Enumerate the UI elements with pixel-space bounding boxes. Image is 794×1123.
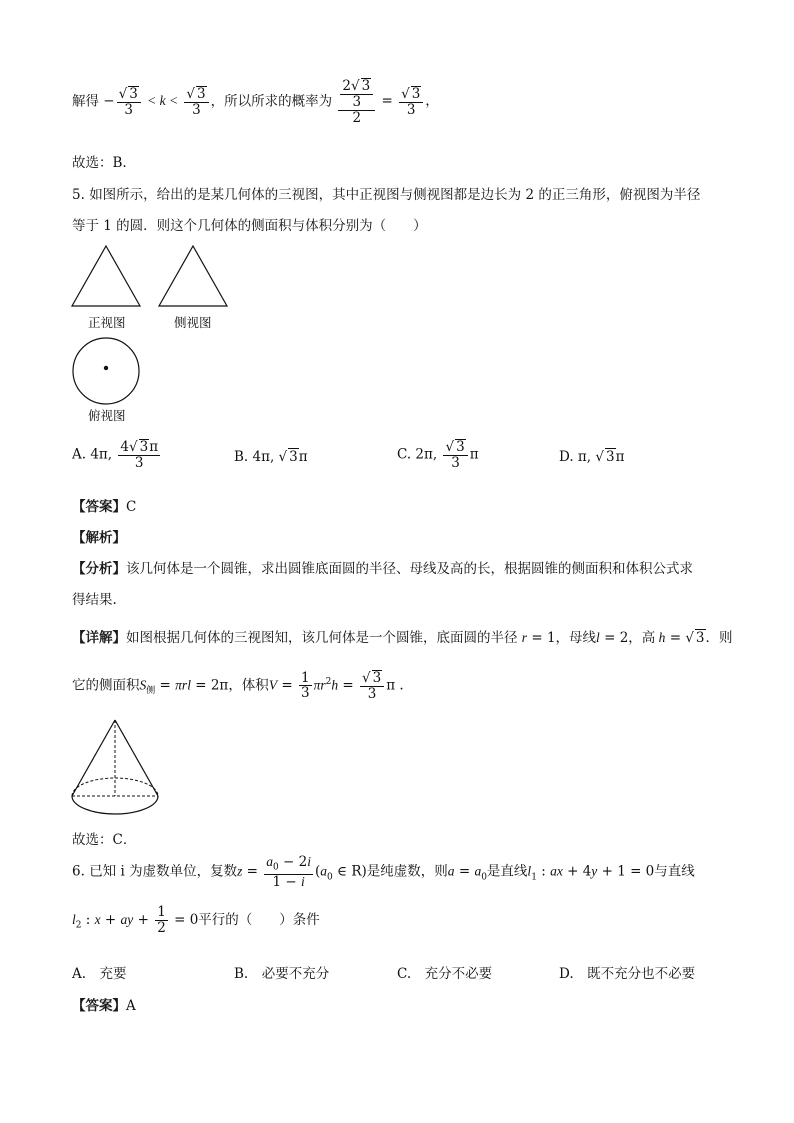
- fenxi-tag: 【分析】: [72, 561, 126, 577]
- q6-text-5: 平行的（ ）条件: [198, 911, 320, 928]
- side-view-label: 侧视图: [174, 315, 212, 330]
- q5-line1: [72, 183, 700, 203]
- inequality: − $\frac{√ 3}{3}$ < k < $\frac{√ 3}{3}$: [99, 93, 211, 109]
- radius-eq: r: [521, 630, 528, 645]
- detail-height: ，高: [628, 630, 656, 646]
- option-c-letter: C.: [397, 446, 412, 463]
- q6-text-1: 已知 i 为虚数单位，复数: [89, 863, 238, 880]
- answer-tag: 【答案】: [72, 499, 126, 515]
- fenxi-line1: [72, 557, 693, 577]
- option-a-letter: A.: [72, 446, 87, 463]
- q5-answer: [72, 495, 136, 515]
- solve-prefix: 解得: [72, 93, 99, 110]
- solution-line-prev: [72, 78, 439, 126]
- q5-text-1: 如图所示，给出的是某几何体的三视图，其中正视图与侧视图都是边长为 2 的正三角形，俯视图为半径: [89, 187, 701, 203]
- q5-option-b: B. 4π, √ 3π: [234, 449, 308, 465]
- q5-choice: 故选：C．: [72, 832, 137, 848]
- front-view-label: 正视图: [88, 315, 126, 330]
- probability-expr: $\frac{\frac{2√ 3}{3}}{2}$ = $\frac{√ 3}{3}$ ，: [332, 93, 439, 109]
- q5-number: 5.: [72, 187, 85, 203]
- q6-number: 6.: [72, 863, 85, 880]
- detail-tag: 【详解】: [72, 630, 126, 646]
- top-view-label: 俯视图: [88, 408, 126, 423]
- q6-text-2: 是纯虚数，则: [366, 863, 448, 880]
- prev-choice: 故选：B.: [72, 155, 127, 171]
- q6-option-d: D. 既不充分也不必要: [559, 966, 696, 982]
- q6-line1: 6. 已知 i 为虚数单位，复数z = $\frac{a_0 - 2i}{1 - i}$ ($a_0$ ∈ R)是纯虚数，则$a = a_0$是直线$l_1$ : ax + 4y + 1 = 0与直线: [72, 854, 695, 890]
- q6-option-c: C. 充分不必要: [397, 966, 493, 982]
- volume-text: ，体积: [228, 677, 269, 694]
- q6-answer-tag: 【答案】: [72, 998, 126, 1014]
- q6-option-a: A. 充要: [72, 966, 127, 982]
- q6-option-b: B. 必要不充分: [234, 966, 330, 982]
- q6-text-4: 与直线: [654, 863, 695, 880]
- q5-option-d: D. π, √ 3π: [559, 449, 625, 465]
- q5-option-a: A. 4π, $\frac{4√ 3\pi}{3}$: [72, 439, 159, 471]
- side-view-triangle: [157, 244, 229, 308]
- fenxi-text: 该几何体是一个圆锥，求出圆锥底面圆的半径、母线及高的长，根据圆锥的侧面积和体积公式求: [126, 561, 693, 577]
- lateral-area-text: 它的侧面积: [72, 677, 140, 694]
- q5-line2: 等于 1 的圆．则这个几何体的侧面积与体积分别为（ ）: [72, 218, 427, 234]
- detail-line1: 【详解】如图根据几何体的三视图知，该几何体是一个圆锥，底面圆的半径 r = 1，母线l = 2，高 h = √ 3．则: [72, 630, 733, 646]
- probability-text: ，所以所求的概率为: [210, 93, 333, 110]
- front-view-triangle: [70, 244, 142, 308]
- fenxi-line2: 得结果.: [72, 592, 117, 608]
- q6-line2: $l_2$ : x + ay + $\frac{1}{2}$ = 0平行的（ ）条件: [72, 904, 320, 936]
- q5-option-c: C. 2π, $\frac{√ 3}{3}$ π: [397, 439, 479, 471]
- analysis-tag: 【解析】: [72, 530, 126, 546]
- detail-end: ．则: [705, 630, 733, 646]
- q6-answer: [72, 994, 136, 1014]
- option-d-letter: D.: [559, 449, 574, 465]
- q6-answer-value: A: [126, 998, 136, 1014]
- option-b-letter: B.: [234, 449, 249, 465]
- detail-mother: ，母线: [555, 630, 597, 646]
- top-view-circle: [71, 336, 141, 406]
- answer-value: C: [126, 499, 137, 515]
- detail-line2: 它的侧面积$S_侧 = \pi rl = 2\pi$，体积V = $\frac{1}{3}$ $\pi r^2h$ = $\frac{√ 3}{3}$ π .: [72, 669, 404, 702]
- detail-text-1: 如图根据几何体的三视图知，该几何体是一个圆锥，底面圆的半径: [126, 630, 518, 646]
- q6-text-3: 是直线: [486, 863, 528, 880]
- cone-figure: [69, 718, 165, 816]
